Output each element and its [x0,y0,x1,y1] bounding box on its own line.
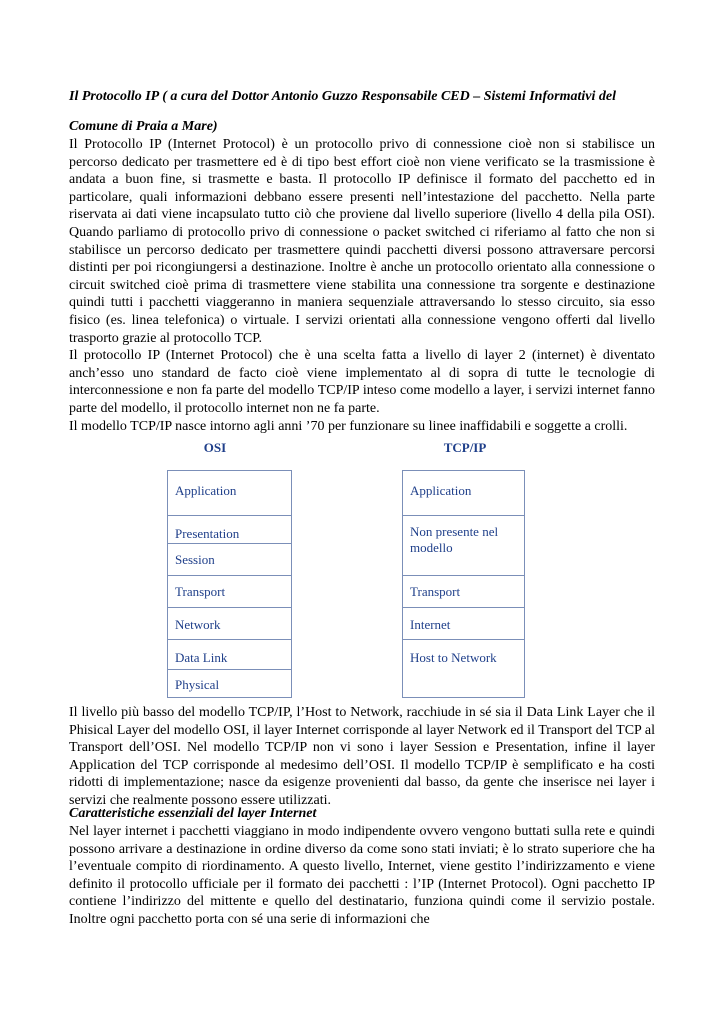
paragraph-ip-standard: Il protocollo IP (Internet Protocol) che è una scelta fatta a livello di layer 2 (internet) è diventato anch’esso uno standard de facto cioè viene implementato al di sopra di tutte le tecnologie di interconnessione e non fa parte del modello TCP/IP inteso come modello a layer, i servizi internet fanno parte del modello, il protocollo internet non ne fa parte. [69,348,655,416]
tcpip-layer: Application [410,483,472,498]
document-title: Il Protocollo IP ( a cura del Dottor Antonio Guzzo Responsabile CED – Sistemi Informativi del Comune di Praia a Mare) [69,89,616,134]
paragraph-tcpip-origin: Il modello TCP/IP nasce intorno agli anni ’70 per funzionare su linee inaffidabili e soggette a crolli. [69,418,628,434]
osi-layer: Presentation [168,515,291,543]
osi-layer: Data Link [168,639,291,669]
paragraph-layer-mapping: Il livello più basso del modello TCP/IP, l’Host to Network, racchiude in sé sia il Data Link Layer che il Phisical Layer del modello OSI, il layer Internet corrisponde al layer Network ed il Transport del TCP al Transport dell’OSI. Nel modello TCP/IP non vi sono i layer Session e Presentation, infine il layer Application del TCP corrisponde al medesimo dell’OSI. Il modello TCP/IP è semplificato e ha costi ridotti di implementazione; nasce da esigenze provenienti dal basso, da gente che inserisce nei layer i servizi che realmente possono essere utilizzati. [69,705,655,808]
tcpip-layer: Non presente nel modello [403,515,524,575]
tcpip-stack [402,470,525,698]
tcpip-layer: Transport [403,575,524,607]
tcpip-title: TCP/IP [443,440,487,455]
paragraph-connectionless: Il Protocollo IP (Internet Protocol) è un protocollo privo di connessione cioè non si stabilisce un percorso dedicato per trasmettere ed è di tipo best effort cioè non viene verificato se la trasmissione è andata a buon fine, si trasmette e basta. Il protocollo IP definisce il formato del pacchetto ed in particolare, quali informazioni debbano essere presenti nell’intestazione del pacchetto. Nella parte riservata ai dati viene incapsulato tutto ciò che proviene dal livello superiore (livello 4 della pila OSI). Quando parliamo di protocollo privo di connessione o packet switched ci riferiamo al fatto che non si stabilisce un percorso dedicato per trasmettere quindi pacchetti diversi possono attraversare percorsi distinti per poi ricongiungersi a destinazione. Inoltre è anche un protocollo orientato alla connessione o circuit switched cioè prima di trasmettere viene stabilita una connessione tra sorgente e destinazione quindi tutti i pacchetti viaggeranno in maniera sequenziale attraversando lo stesso circuito, sia esso fisico (es. linea telefonica) o virtuale. I servizi orientati alla connessione vengono offerti dal livello trasporto grazie al protocollo TCP. [69,137,655,346]
osi-layer: Application [175,483,237,498]
osi-title: OSI [203,440,227,455]
tcpip-layer: Host to Network [403,639,524,697]
tcpip-layer: Internet [403,607,524,639]
body-paragraphs-intro [69,136,655,435]
osi-layer: Transport [168,575,291,607]
osi-layer: Network [168,607,291,639]
osi-stack [167,470,292,698]
paragraph-internet-layer: Nel layer internet i pacchetti viaggiano in modo indipendente ovvero vengono buttati sulla rete e quindi possono arrivare a destinazione in ordine diverso da come sono stati inviati; è lo strato superiore che ha l’eventuale compito di riordinamento. A questo livello, Internet, viene gestito l’indirizzamento e viene definito il protocollo ufficiale per il formato dei pacchetti : l’IP (Internet Protocol). Ogni pacchetto IP contiene l’indirizzo del mittente e quello del destinatario, funziona quindi come il servizio postale. Inoltre ogni pacchetto porta con sé una serie di informazioni che [69,824,655,927]
section-heading-internet-layer: Caratteristiche essenziali del layer Internet [69,806,317,821]
osi-layer: Session [168,543,291,575]
osi-layer: Physical [168,669,291,697]
